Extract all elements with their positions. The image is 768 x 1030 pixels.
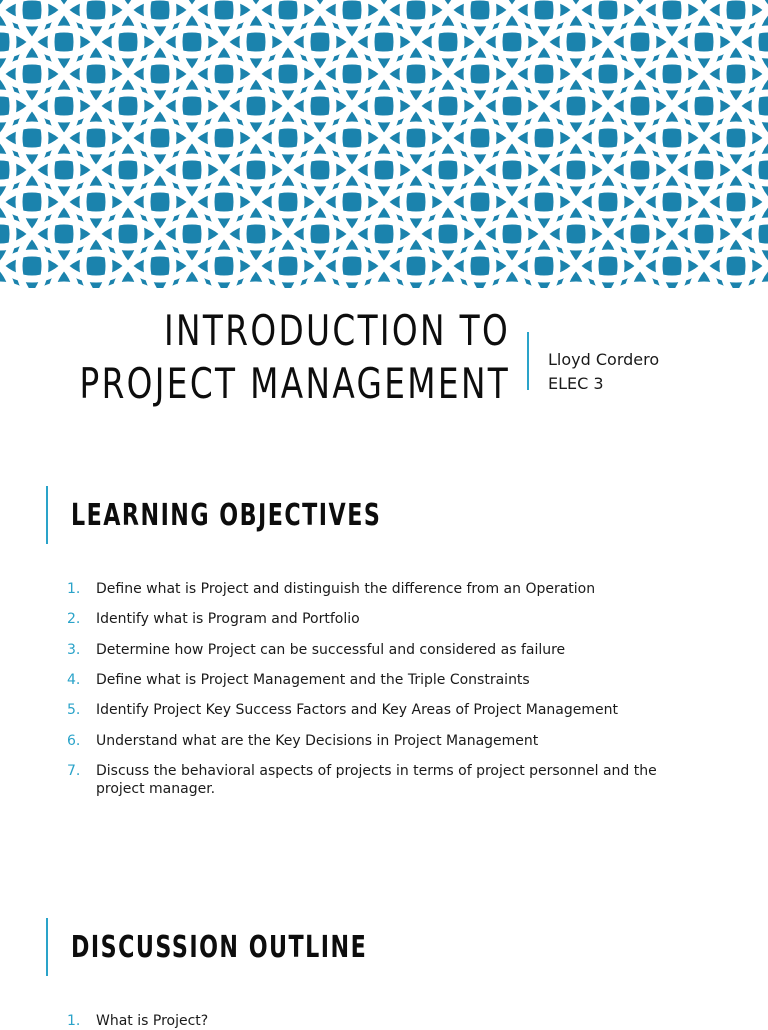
list-item-text: Identify Project Key Success Factors and Key Areas of Project Management (96, 702, 618, 718)
title-line-2: PROJECT MANAGEMENT (79, 359, 510, 408)
list-item-text: Discuss the behavioral aspects of projects in terms of project personnel and the project manager. (96, 763, 657, 797)
list-item-text: Determine how Project can be successful and considered as failure (96, 642, 566, 658)
list-item-number: 6. (67, 733, 81, 749)
section-heading: LEARNING OBJECTIVES (71, 498, 382, 533)
list-item-text: Define what is Project Management and the Triple Constraints (96, 672, 530, 688)
presenter-course: ELEC 3 (548, 374, 604, 393)
list-item-number: 1. (67, 581, 81, 597)
title-line-1: INTRODUCTION TO (163, 306, 510, 355)
list-item-number: 3. (67, 642, 81, 658)
list-item-text: Identify what is Program and Portfolio (96, 611, 360, 627)
section-heading: DISCUSSION OUTLINE (71, 930, 368, 965)
list-item-text: What is Project? (96, 1013, 209, 1029)
presentation-title (79, 304, 510, 410)
list-item-number: 2. (67, 611, 81, 627)
title-divider (527, 332, 529, 390)
list-item-text: Understand what are the Key Decisions in Project Management (96, 733, 539, 749)
title-slide (0, 300, 768, 410)
presenter-name: Lloyd Cordero (548, 350, 660, 369)
list-item-number: 4. (67, 672, 81, 688)
list-item-number: 1. (67, 1013, 81, 1029)
list-item-number: 7. (67, 763, 81, 779)
section-accent-bar (46, 918, 48, 976)
list-item-number: 5. (67, 702, 81, 718)
section-accent-bar (46, 486, 48, 544)
list-item-text: Define what is Project and distinguish the difference from an Operation (96, 581, 596, 597)
presenter-info (548, 348, 659, 396)
decorative-circle-pattern-banner (0, 0, 768, 288)
